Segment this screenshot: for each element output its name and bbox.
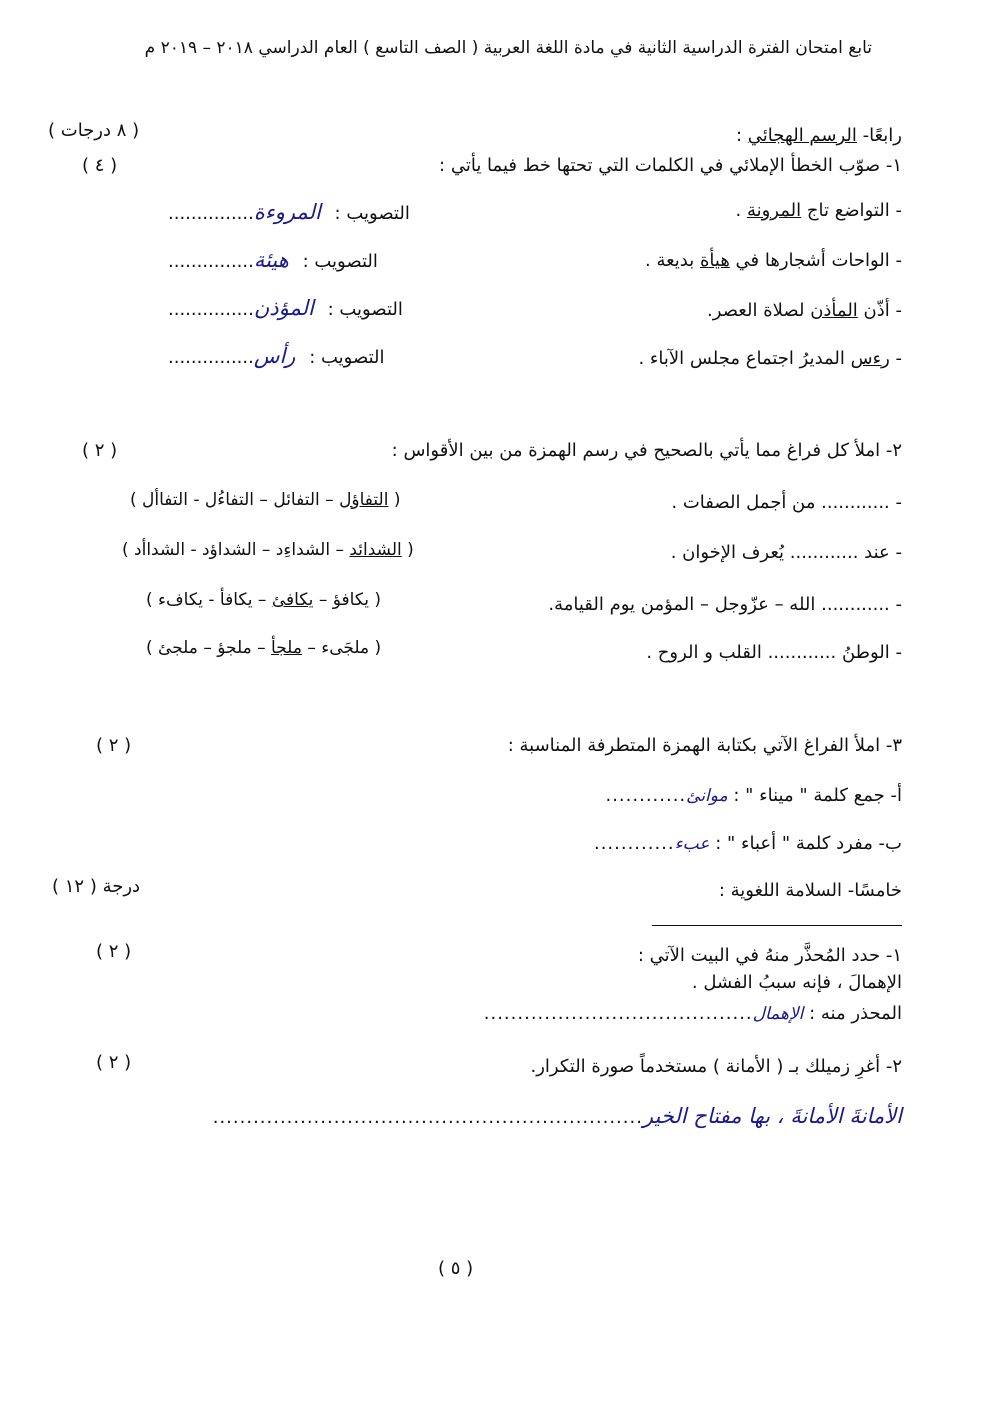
- s5-q2-dots: ................................................................: [212, 1107, 643, 1128]
- q1-answer-dots-2: ...............: [168, 251, 254, 272]
- s5-q2-answer: الأمانةَ الأمانةَ ، بها مفتاح الخير: [642, 1104, 902, 1128]
- q2-item-3-opt-rest: – يكافأ - يكافء ): [146, 590, 272, 610]
- s5-q1-answer-row: [484, 1003, 902, 1024]
- q2-item-4-opt-rest: – ملجؤ – ملجئ ): [146, 638, 272, 658]
- section5-title: خامسًا- السلامة اللغوية :: [718, 880, 902, 901]
- q1-item-3: [707, 300, 902, 321]
- q3-marks: ( ٢ ): [96, 735, 132, 756]
- q2-item-2-options: [122, 540, 414, 560]
- q1-item-4-after: المديرُ اجتماع مجلس الآباء .: [638, 348, 851, 369]
- q1-item-2: [645, 250, 902, 271]
- q2-item-4-opt-open: ( ملجَىء –: [301, 638, 382, 658]
- q1-correction-label-2: التصويب :: [302, 251, 378, 272]
- s5-q1-line: الإهمالَ ، فإنه سببُ الفشل .: [691, 972, 902, 993]
- q1-item-1: [736, 200, 903, 221]
- q1-answer-dots-1: ...............: [168, 203, 254, 224]
- q3-instruction: ٣- املأ الفراغ الآتي بكتابة الهمزة المتطرفة المناسبة :: [507, 735, 902, 756]
- q1-answer-row-4: [168, 344, 384, 368]
- q1-item-2-before: - الواحات أشجارها في: [729, 250, 902, 271]
- q2-item-3-opt-chosen: يكافئ: [271, 590, 314, 610]
- q3-a: [605, 785, 902, 806]
- q1-correction-label-1: التصويب :: [334, 203, 410, 224]
- q3-b-label: ب- مفرد كلمة " أعباء " :: [709, 833, 902, 854]
- q1-answer-row-3: [168, 296, 403, 320]
- q1-answer-2: هيئة: [253, 248, 289, 272]
- page-number: ( ٥ ): [438, 1258, 474, 1279]
- q2-instruction: ٢- املأ كل فراغ مما يأتي بالصحيح في رسم الهمزة من بين الأقواس :: [391, 440, 902, 461]
- q1-answer-1: المروءة: [253, 200, 321, 224]
- q2-item-1-opt-chosen: التفاؤل: [339, 490, 389, 510]
- section4-title-main: الرسم الهجائي: [747, 125, 857, 146]
- q2-item-3-opt-open: ( يكافؤ –: [313, 590, 381, 610]
- q1-item-2-after: بديعة .: [645, 250, 700, 271]
- s5-q1-instruction: ١- حدد المُحذَّر منهُ في البيت الآتي :: [637, 945, 902, 966]
- section5-marks: ( ١٢ ) درجة: [52, 876, 141, 897]
- q1-correction-label-4: التصويب :: [309, 347, 385, 368]
- q2-item-1-opt-rest: – التفائل – التفاءُل - التفاأل ): [130, 490, 340, 510]
- section5-title-rule: [652, 925, 902, 926]
- q2-item-1-opt-open: (: [388, 490, 401, 510]
- q2-item-2-opt-open: (: [401, 540, 414, 560]
- s5-q1-answer: الإهمال: [752, 1004, 804, 1024]
- s5-q2-marks: ( ٢ ): [96, 1052, 132, 1073]
- q1-item-1-before: - التواضع تاج: [801, 200, 902, 221]
- q2-marks: ( ٢ ): [82, 440, 118, 461]
- q3-a-answer: موانئ: [686, 786, 728, 806]
- q2-item-1-options: [130, 490, 400, 510]
- s5-q2-answer-row: [213, 1104, 902, 1128]
- q1-answer-row-2: [168, 248, 378, 272]
- q1-answer-dots-3: ...............: [168, 299, 254, 320]
- s5-q1-label: المحذر منه :: [803, 1003, 902, 1024]
- q2-item-3-sentence: - ............ الله – عزّوجل – المؤمن يوم القيامة.: [548, 594, 902, 615]
- q1-item-4: [638, 348, 902, 369]
- q2-item-4-opt-chosen: ملجأ: [271, 638, 302, 658]
- section4-marks: ( ٨ درجات ): [48, 120, 140, 141]
- q3-b-dots: ............: [593, 833, 675, 854]
- q3-b-answer: عبء: [674, 834, 710, 854]
- q3-a-dots: ............: [605, 785, 687, 806]
- q3-a-label: أ- جمع كلمة " ميناء " :: [727, 785, 902, 806]
- q1-item-3-before: - أذّن: [857, 300, 902, 321]
- q1-item-1-after: .: [735, 200, 747, 221]
- q2-item-1-sentence: - ............ من أجمل الصفات .: [671, 492, 902, 513]
- q1-correction-label-3: التصويب :: [327, 299, 403, 320]
- s5-q1-dots: ........................................: [483, 1003, 753, 1024]
- q3-b: [594, 833, 902, 854]
- q1-answer-4: رأس: [253, 344, 296, 368]
- section4-title-suffix: :: [736, 125, 748, 146]
- q1-marks: ( ٤ ): [82, 155, 118, 176]
- q1-item-4-word: رءس: [850, 348, 890, 369]
- s5-q2-instruction: ٢- أغرِ زميلك بـ ( الأمانة ) مستخدماً صورة التكرار.: [530, 1056, 902, 1077]
- q2-item-2-opt-chosen: الشدائد: [349, 540, 402, 560]
- q1-item-4-before: -: [889, 348, 902, 369]
- q2-item-3-options: [146, 590, 381, 610]
- q1-item-3-after: لصلاة العصر.: [707, 300, 811, 321]
- exam-header: تابع امتحان الفترة الدراسية الثانية في مادة اللغة العربية ( الصف التاسع ) العام الدراسي ٢٠١٨ – ٢٠١٩ م: [144, 38, 872, 58]
- s5-q1-marks: ( ٢ ): [96, 941, 132, 962]
- section4-title: [736, 125, 902, 146]
- q1-answer-3: المؤذن: [253, 296, 314, 320]
- section4-title-prefix: رابعًا-: [856, 125, 902, 146]
- q1-instruction: ١- صوّب الخطأ الإملائي في الكلمات التي تحتها خط فيما يأتي :: [439, 155, 902, 176]
- q2-item-4-options: [146, 638, 381, 658]
- q2-item-2-sentence: - عند ............ يُعرف الإخوان .: [670, 542, 902, 563]
- q2-item-4-sentence: - الوطنُ ............ القلب و الروح .: [646, 642, 902, 663]
- q1-answer-dots-4: ...............: [168, 347, 254, 368]
- q1-item-3-word: المأذن: [810, 300, 858, 321]
- q1-item-1-word: المرونة: [746, 200, 802, 221]
- q1-item-2-word: هيأة: [699, 250, 730, 271]
- q1-answer-row-1: [168, 200, 410, 224]
- q2-item-2-opt-rest: – الشداءِد – الشداؤد - الشداأد ): [122, 540, 350, 560]
